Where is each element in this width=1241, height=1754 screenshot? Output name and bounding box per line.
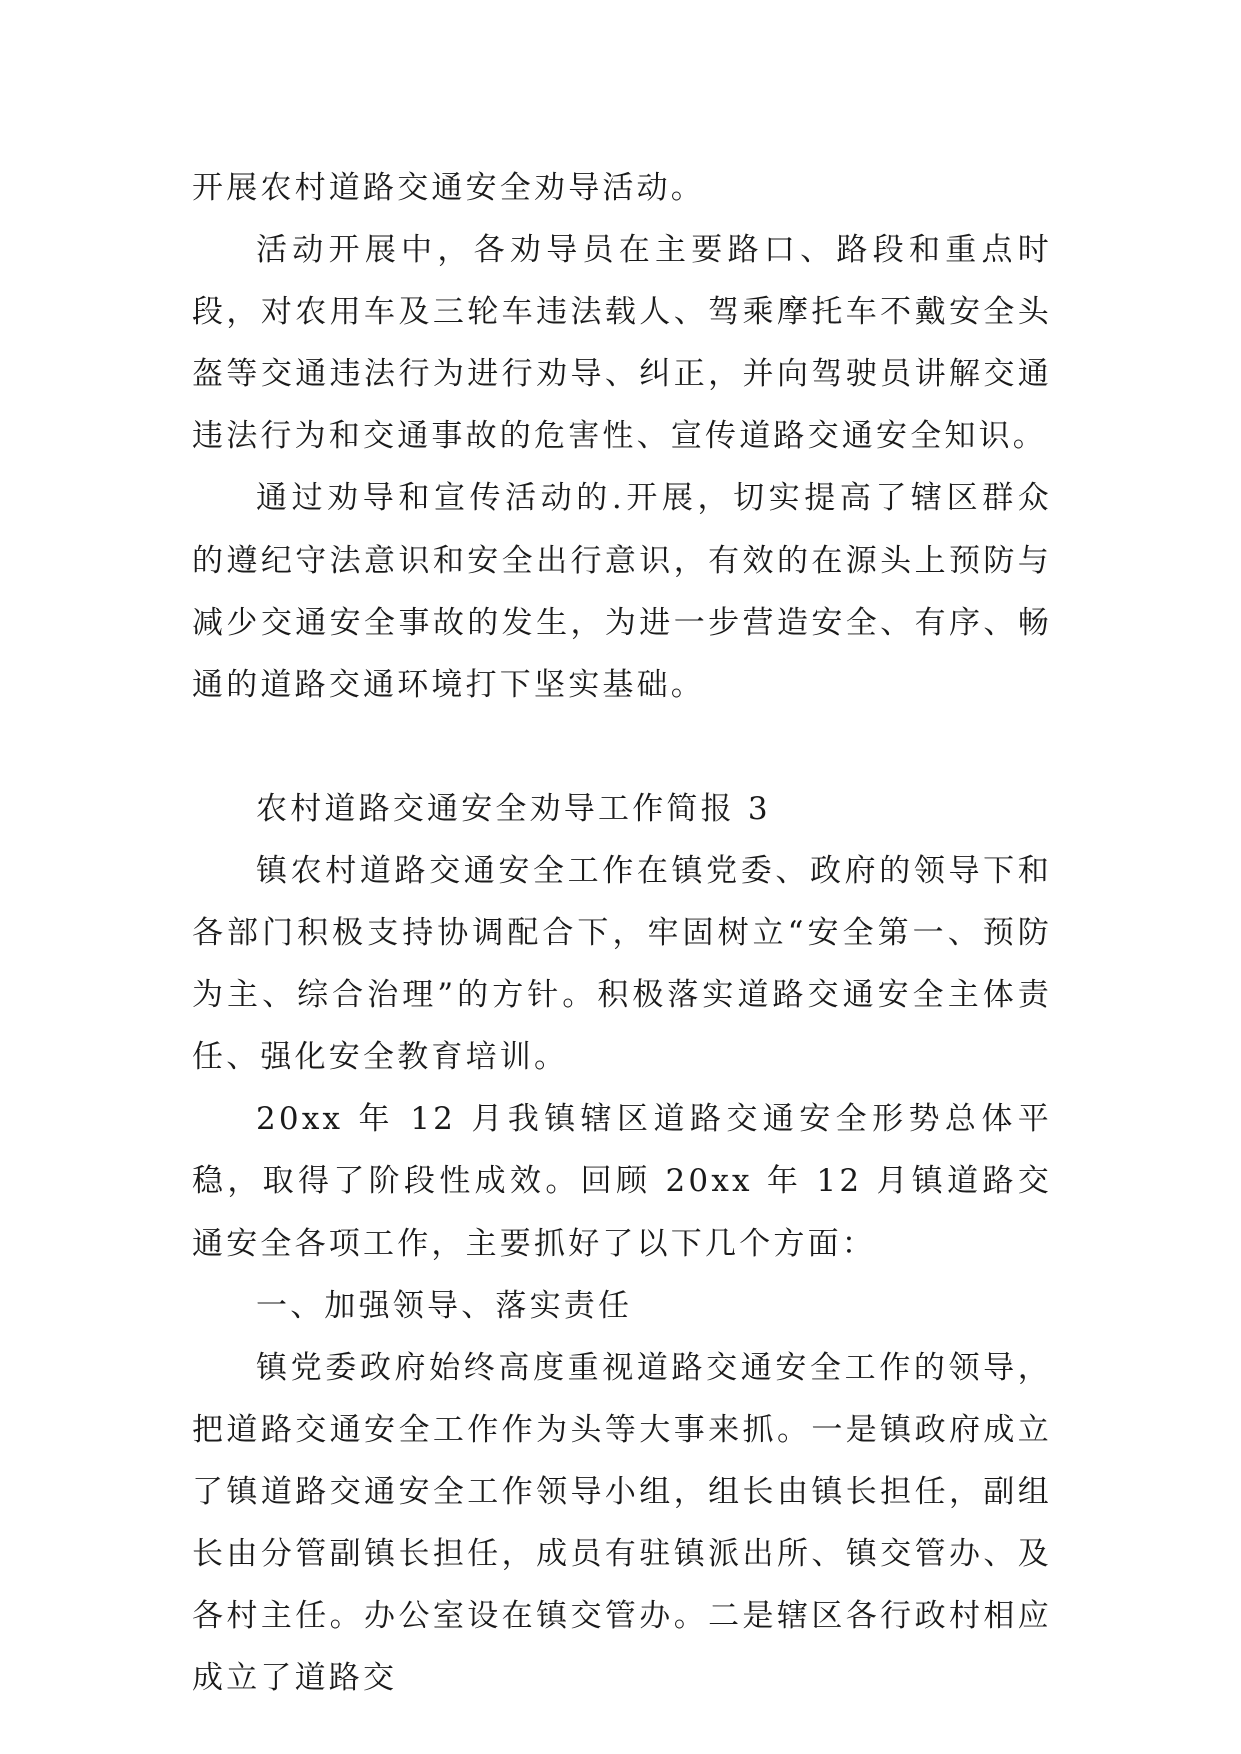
- paragraph: 活动开展中，各劝导员在主要路口、路段和重点时段，对农用车及三轮车违法载人、驾乘摩托车不戴安全头盔等交通违法行为进行劝导、纠正，并向驾驶员讲解交通违法行为和交通事故的危害性、宣传道路交通安全知识。: [192, 232, 1052, 455]
- section-spacer: [192, 716, 1052, 778]
- paragraph: 镇农村道路交通安全工作在镇党委、政府的领导下和各部门积极支持协调配合下，牢固树立“安全第一、预防为主、综合治理”的方针。积极落实道路交通安全主体责任、强化安全教育培训。: [192, 852, 1052, 1076]
- paragraph-continuation: 开展农村道路交通安全劝导活动。: [192, 170, 705, 206]
- document-body: [192, 157, 1052, 1709]
- paragraph: 镇党委政府始终高度重视道路交通安全工作的领导，把道路交通安全工作作为头等大事来抓。一是镇政府成立了镇道路交通安全工作领导小组，组长由镇长担任，副组长由分管副镇长担任，成员有驻镇派出所、镇交管办、及各村主任。办公室设在镇交管办。二是辖区各行政村相应成立了道路交: [192, 1349, 1052, 1697]
- section-title: 农村道路交通安全劝导工作简报 3: [256, 790, 771, 827]
- subheading: 一、加强领导、落实责任: [256, 1287, 633, 1324]
- paragraph: 20xx 年 12 月我镇辖区道路交通安全形势总体平稳，取得了阶段性成效。回顾 20xx 年 12 月镇道路交通安全各项工作，主要抓好了以下几个方面：: [192, 1101, 1052, 1262]
- paragraph: 通过劝导和宣传活动的.开展，切实提高了辖区群众的遵纪守法意识和安全出行意识，有效的在源头上预防与减少交通安全事故的发生，为进一步营造安全、有序、畅通的道路交通环境打下坚实基础。: [192, 480, 1052, 703]
